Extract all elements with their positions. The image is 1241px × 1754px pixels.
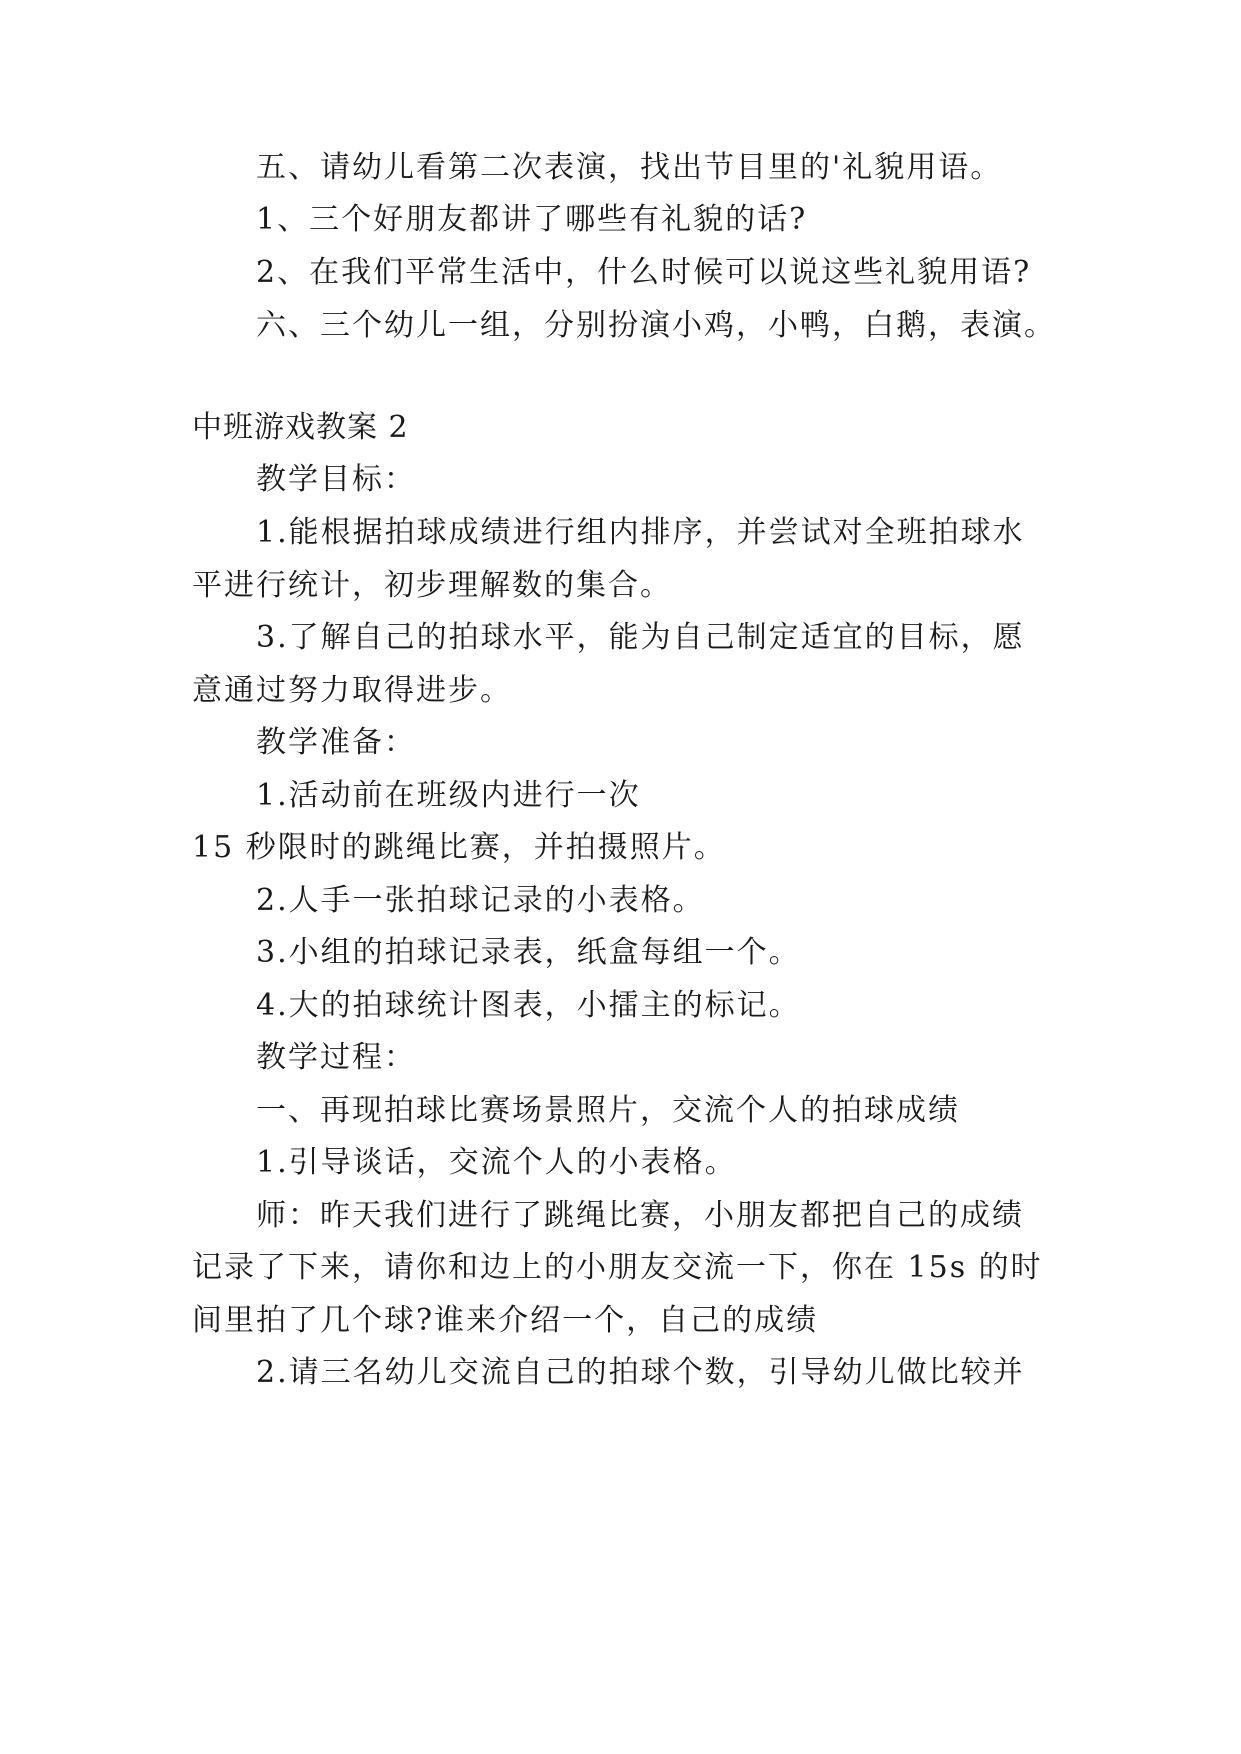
paragraph-question-two: 2、在我们平常生活中，什么时候可以说这些礼貌用语? [256, 255, 1032, 290]
prep-item-four: 4.大的拍球统计图表，小擂主的标记。 [256, 988, 801, 1023]
process-step-one: 一、再现拍球比赛场景照片，交流个人的拍球成绩 [256, 1093, 960, 1128]
paragraph-step-five: 五、请幼儿看第二次表演，找出节目里的'礼貌用语。 [256, 150, 1003, 185]
process-step-one-item-one: 1.引导谈话，交流个人的小表格。 [256, 1145, 737, 1180]
paragraph-step-six: 六、三个幼儿一组，分别扮演小鸡，小鸭，白鹅，表演。 [256, 308, 1056, 343]
prep-item-one-line-b: 15 秒限时的跳绳比赛，并拍摄照片。 [192, 830, 726, 865]
prep-item-three: 3.小组的拍球记录表，纸盒每组一个。 [256, 935, 801, 970]
teacher-talk-line-c: 间里拍了几个球?谁来介绍一个，自己的成绩 [192, 1303, 819, 1338]
goal-one-line-b: 平进行统计，初步理解数的集合。 [192, 568, 672, 603]
goal-three-line-b: 意通过努力取得进步。 [192, 673, 512, 708]
prep-heading: 教学准备： [256, 725, 416, 760]
process-step-one-item-two: 2.请三名幼儿交流自己的拍球个数，引导幼儿做比较并 [256, 1355, 1025, 1390]
paragraph-question-one: 1、三个好朋友都讲了哪些有礼貌的话? [256, 202, 808, 237]
goals-heading: 教学目标： [256, 462, 416, 497]
goal-one-line-a: 1.能根据拍球成绩进行组内排序，并尝试对全班拍球水 [256, 515, 1025, 550]
teacher-talk-line-b: 记录了下来，请你和边上的小朋友交流一下，你在 15s 的时 [192, 1250, 1043, 1285]
prep-item-two: 2.人手一张拍球记录的小表格。 [256, 883, 705, 918]
teacher-talk-line-a: 师：昨天我们进行了跳绳比赛，小朋友都把自己的成绩 [256, 1198, 1024, 1233]
lesson-title: 中班游戏教案 2 [192, 410, 409, 445]
prep-item-one-line-a: 1.活动前在班级内进行一次 [256, 778, 641, 813]
process-heading: 教学过程： [256, 1040, 416, 1075]
goal-three-line-a: 3.了解自己的拍球水平，能为自己制定适宜的目标，愿 [256, 620, 1025, 655]
